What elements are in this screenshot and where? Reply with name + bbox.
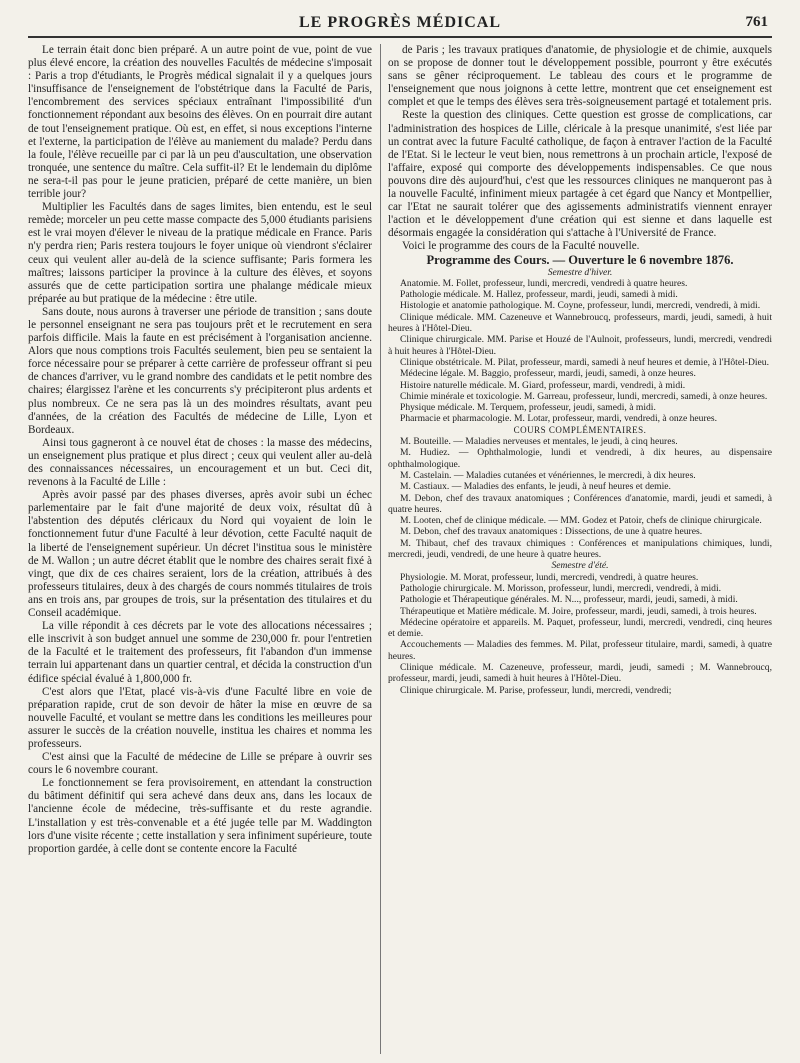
course-entry: Chimie minérale et toxicologie. M. Garreau, professeur, lundi, mercredi, samedi, à onze heures. [400, 390, 768, 402]
course-entry: M. Bouteille. — Maladies nerveuses et mentales, le jeudi, à cinq heures. [400, 436, 678, 448]
course-entry: Pathologie médicale. M. Hallez, professeur, mardi, jeudi, samedi à midi. [400, 289, 678, 301]
course-entry: Anatomie. M. Follet, professeur, lundi, mercredi, vendredi à quatre heures. [400, 277, 688, 289]
paragraph: Reste la question des cliniques. Cette question est grosse de complications, car l'administration des hospices de Lille, cléricale à la presque unanimité, s'est liée par un contrat avec la future Faculté catholique, de façon à entraver l'action de la Faculté de l'Etat. Si le lecteur le veut bien, nous remettrons à un prochain article, l'exposé de l'affaire, exposé qui comporte des développements indispensables. Ce que nous pouvons dire dès aujourd'hui, c'est que les ressources cliniques ne manqueront pas à la nouvelle Faculté, infiniment mieux partagée à cet égard que Nancy et Montpellier, car l'Etat ne saurait tolérer que des agissements administratifs viennent enrayer l'action et le développement d'une création qui est sienne et dans laquelle est désormais engagée la considération qui s'attache à l'Université de France. [388, 109, 772, 240]
course-entry: Clinique médicale. MM. Cazeneuve et Wannebroucq, professeurs, mardi, jeudi, samedi, à huit heures à l'Hôtel-Dieu. [388, 311, 772, 335]
paragraph: C'est alors que l'Etat, placé vis-à-vis d'une Faculté libre en voie de préparation rapide, crut de son devoir de hâter la mise en œuvre de sa nouvelle Faculté, et voulant se mettre dans les conditions les meilleures pour assurer le succès de la création nouvelle, institua les chaires et nomma les professeurs. [28, 685, 372, 750]
course-entry: Histologie et anatomie pathologique. M. Coyne, professeur, lundi, mercredi, vendredi, à midi. [400, 300, 761, 312]
course-entry: Thérapeutique et Matière médicale. M. Joire, professeur, mardi, jeudi, samedi, à trois heures. [400, 605, 757, 617]
course-entry: M. Hudiez. — Ophthalmologie, lundi et vendredi, à dix heures, au dispensaire ophthalmologique. [388, 447, 772, 470]
paragraph: Ainsi tous gagneront à ce nouvel état de choses : la masse des médecins, un enseignement plus pratique et plus direct ; ceux qui veulent aller au-delà des connaissances nécessaires, un encouragement et un but. Ceci dit, revenons à la Faculté de Lille : [28, 436, 372, 489]
course-entry: M. Looten, chef de clinique médicale. — MM. Godez et Patoir, chefs de clinique chirurgicale. [400, 515, 762, 527]
column-divider [380, 44, 381, 1054]
course-entry: Accouchements — Maladies des femmes. M. Pilat, professeur titulaire, mardi, samedi, à quatre heures. [388, 639, 772, 662]
paragraph: Après avoir passé par des phases diverses, après avoir subi un échec parlementaire par le fait d'une majorité de deux voix, résultat dû à l'abstention des députés cléricaux du Nord qui voyaient de loin le fonctionnement futur d'une Faculté à leur dévotion, cette Faculté naquit de la liberté de l'enseignement supérieur. Un décret l'institua sous le ministère de M. Wallon ; un autre décret établit que le nombre des chaires serait fixé à vingt, que dix de ces chaires seraient, lors de la création, attribués à des professeurs titulaires, deux à des chargés de cours nommés titulaires de trois ans en trois ans, par groupes de trois, sur la présentation des titulaires et du Conseil académique. [28, 489, 372, 620]
complementary-courses-heading: COURS COMPLÉMENTAIRES. [513, 424, 647, 435]
course-entry: Médecine opératoire et appareils. M. Paquet, professeur, lundi, mercredi, vendredi, cinq heures et demie. [388, 616, 772, 640]
course-entry: M. Debon, chef des travaux anatomiques : Dissections, de une à quatre heures. [400, 526, 703, 538]
paragraph: La ville répondit à ces décrets par le vote des allocations nécessaires ; elle inscrivit à son budget annuel une somme de 230,000 fr. pour l'entretien de la Faculté et le traitement des professeurs, fit l'abandon d'un immense terrain lui appartenant dans un quartier central, et décida la construction d'un édifice spécial évalué à 1,800,000 fr. [28, 620, 372, 685]
paragraph: Voici le programme des cours de la Faculté nouvelle. [402, 240, 640, 253]
program-title: Programme des Cours. — Ouverture le 6 novembre 1876. [426, 252, 734, 267]
program-list [388, 267, 772, 696]
journal-title: LE PROGRÈS MÉDICAL [298, 14, 502, 31]
course-entry: Clinique médicale. M. Cazeneuve, professeur, mardi, jeudi, samedi ; M. Wannebroucq, professeur, mardi, jeudi, samedi à huit heures à l'Hôtel-Dieu. [388, 661, 772, 685]
left-column [28, 44, 372, 1054]
course-entry: Clinique chirurgicale. M. Parise, professeur, lundi, mercredi, vendredi; [400, 684, 672, 696]
winter-semester-heading: Semestre d'hiver. [547, 266, 613, 278]
course-entry: M. Thibaut, chef des travaux chimiques : Conférences et manipulations chimiques, lundi, mercredi, jeudi, vendredi, de une heure à quatre heures. [388, 537, 772, 561]
page-header [28, 14, 772, 36]
right-column [388, 44, 772, 1054]
paragraph: Multiplier les Facultés dans de sages limites, bien entendu, est le seul remède; morceler un peu cette masse compacte des 5,000 étudiants parisiens est le vrai moyen d'élever le niveau de la pratique médicale en France. Paris n'y perdra rien; Paris restera toujours le foyer unique où viendront s'éclairer ceux qui veulent aller au-delà de la science suffisante; Paris formera les maîtres; laissons participer la province à la culture des élèves, et soyons assurés que de cette participation sortira une phalange médicale mieux préparée au but pratique de la médecine : être utile. [28, 201, 372, 305]
course-entry: Physique médicale. M. Terquem, professeur, jeudi, samedi, à midi. [400, 402, 656, 414]
paragraph: Le terrain était donc bien préparé. A un autre point de vue, point de vue plus élevé encore, la création des nouvelles Facultés de médecine s'imposait : Paris a trop d'étudiants, le Progrès médical signalait il y a quelques jours l'insuffisance de l'enseignement de l'obstétrique dans la Faculté de Paris, l'encombrement des services spéciaux entraînant l'impossibilité d'un fonctionnement répondant aux besoins des élèves. On en pourrait dire autant de tout l'enseignement pratique. Où est, en effet, si nous exceptions l'interne et l'externe, la participation de l'élève au maniement du malade? Perdu dans la foule, l'élève recueille par ci par là un peu d'auscultation, une observation tronquée, une sentence du maître. Cela suffit-il? Et le lendemain du diplôme ne sera-t-il pas pour le jeune praticien, préparé de cette manière, un bien terrible jour? [28, 44, 372, 201]
course-entry: M. Castelain. — Maladies cutanées et vénériennes, le mercredi, à dix heures. [400, 469, 696, 481]
course-entry: Clinique obstétricale. M. Pilat, professeur, mardi, samedi à neuf heures et demie, à l'Hôtel-Dieu. [400, 356, 769, 368]
paragraph: C'est ainsi que la Faculté de médecine de Lille se prépare à ouvrir ses cours le 6 novembre courant. [28, 751, 372, 777]
course-entry: Pharmacie et pharmacologie. M. Lotar, professeur, mardi, vendredi, à onze heures. [400, 413, 718, 425]
course-entry: Histoire naturelle médicale. M. Giard, professeur, mardi, vendredi, à midi. [400, 379, 686, 391]
paragraph: Le fonctionnement se fera provisoirement, en attendant la construction du bâtiment définitif qui sera achevé dans deux ans, dans les locaux de l'ancienne école de médecine, très-suffisante et du reste agrandie. L'installation y est très-convenable et a été jugée telle par M. Waddington lors d'une visite récente ; cette installation y sera infiniment supérieure, toute proportion gardée, à celle dont se contente encore la Faculté [28, 777, 372, 855]
course-entry: Médecine légale. M. Baggio, professeur, mardi, jeudi, samedi, à onze heures. [400, 368, 696, 380]
course-entry: M. Castiaux. — Maladies des enfants, le jeudi, à neuf heures et demie. [400, 481, 671, 493]
course-entry: Pathologie chirurgicale. M. Morisson, professeur, lundi, mercredi, vendredi, à midi. [400, 582, 722, 594]
header-rule [28, 36, 772, 38]
course-entry: M. Debon, chef des travaux anatomiques ; Conférences d'anatomie, mardi, jeudi et samedi, à quatre heures. [388, 492, 772, 515]
paragraph: Sans doute, nous aurons à traverser une période de transition ; sans doute le personnel enseignant ne sera pas toujours prêt et le recrutement en sera parfois difficile. Mais la faute en est précisément à l'organisation ancienne. Alors que nous comptions trois Facultés seulement, bien peu se sentaient la force nécessaire pour se préparer à cette carrière de professeur offrant si peu de chances d'arriver, vu le grand nombre des candidats et le petit nombre des chaires; élargissez l'arène et les concurrents s'y précipiteront plus ardents et plus nombreux. Ce ne sera pas là un des moindres résultats, avant peu d'années, de la création des Facultés de médecine de Lille, Lyon et Bordeaux. [28, 305, 372, 436]
course-entry: Pathologie et Thérapeutique générales. M. N..., professeur, mardi, jeudi, samedi, à midi. [400, 594, 738, 606]
page-number: 761 [745, 14, 768, 30]
summer-semester-heading: Semestre d'été. [551, 560, 609, 572]
paragraph: de Paris ; les travaux pratiques d'anatomie, de physiologie et de chimie, auxquels on se propose de donner tout le développement possible, pourront y être exécutés sans se gêner réciproquement. Le tableau des cours et le programme de l'enseignement que nous joignons à cette lettre, montrent que cet enseignement est complet et que le temps des élèves sera très-soigneusement partagé et totalement pris. [388, 44, 772, 109]
course-entry: Clinique chirurgicale. MM. Parise et Houzé de l'Aulnoit, professeurs, lundi, mercredi, vendredi à huit heures à l'Hôtel-Dieu. [388, 334, 772, 357]
course-entry: Physiologie. M. Morat, professeur, lundi, mercredi, vendredi, à quatre heures. [400, 571, 699, 583]
